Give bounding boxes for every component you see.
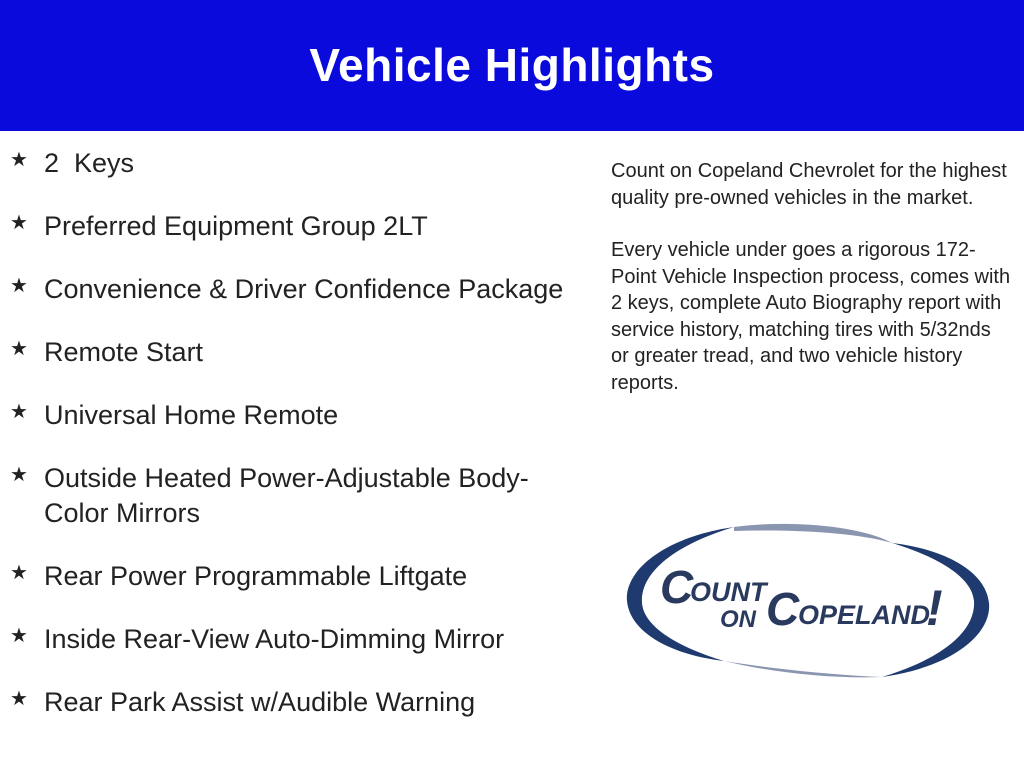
star-icon: ★ [10, 275, 28, 297]
list-item [10, 559, 580, 594]
feature-label: Convenience & Driver Confidence Package [44, 274, 564, 304]
list-item [10, 335, 580, 370]
feature-label: Remote Start [44, 337, 204, 367]
logo-graphic [624, 523, 992, 681]
logo-wordmark [660, 561, 943, 636]
svg-text:ON: ON [720, 606, 756, 633]
page-title: Vehicle Highlights [309, 38, 715, 91]
star-icon: ★ [10, 688, 28, 710]
star-icon: ★ [10, 464, 28, 486]
count-on-copeland-logo [624, 523, 992, 681]
feature-label: Rear Power Programmable Liftgate [44, 561, 468, 591]
svg-text:C: C [766, 583, 800, 635]
info-paragraph-intro: Count on Copeland Chevrolet for the highest quality pre-owned vehicles in the market. [611, 160, 1007, 209]
list-item [10, 209, 580, 244]
star-icon: ★ [10, 212, 28, 234]
header-banner [0, 0, 1024, 131]
list-item [10, 272, 580, 307]
star-icon: ★ [10, 401, 28, 423]
svg-text:OPELAND: OPELAND [798, 600, 931, 630]
list-item [10, 398, 580, 433]
feature-label: 2 Keys [44, 148, 135, 178]
svg-text:OUNT: OUNT [690, 577, 767, 607]
star-icon: ★ [10, 149, 28, 171]
feature-label: Universal Home Remote [44, 400, 339, 430]
logo-arc-top [734, 524, 892, 543]
logo-arc-bottom [724, 661, 882, 677]
feature-label: Inside Rear-View Auto-Dimming Mirror [44, 624, 505, 654]
list-item [10, 461, 580, 531]
svg-text:!: ! [926, 580, 943, 636]
star-icon: ★ [10, 338, 28, 360]
info-paragraph-inspection: Every vehicle under goes a rigorous 172-Point Vehicle Inspection process, comes with 2 keys, complete Auto Biography report with service history, matching tires with 5/32nds or greater tread, and two vehicle history reports. [611, 239, 1011, 394]
star-icon: ★ [10, 562, 28, 584]
dealer-info [611, 158, 1011, 422]
svg-text:C: C [660, 561, 694, 613]
list-item [10, 622, 580, 657]
feature-list [10, 146, 580, 748]
list-item [10, 685, 580, 720]
star-icon: ★ [10, 625, 28, 647]
list-item [10, 146, 580, 181]
feature-label: Rear Park Assist w/Audible Warning [44, 687, 476, 717]
feature-label: Preferred Equipment Group 2LT [44, 211, 428, 241]
feature-label: Outside Heated Power-Adjustable Body-Color Mirrors [44, 463, 529, 528]
